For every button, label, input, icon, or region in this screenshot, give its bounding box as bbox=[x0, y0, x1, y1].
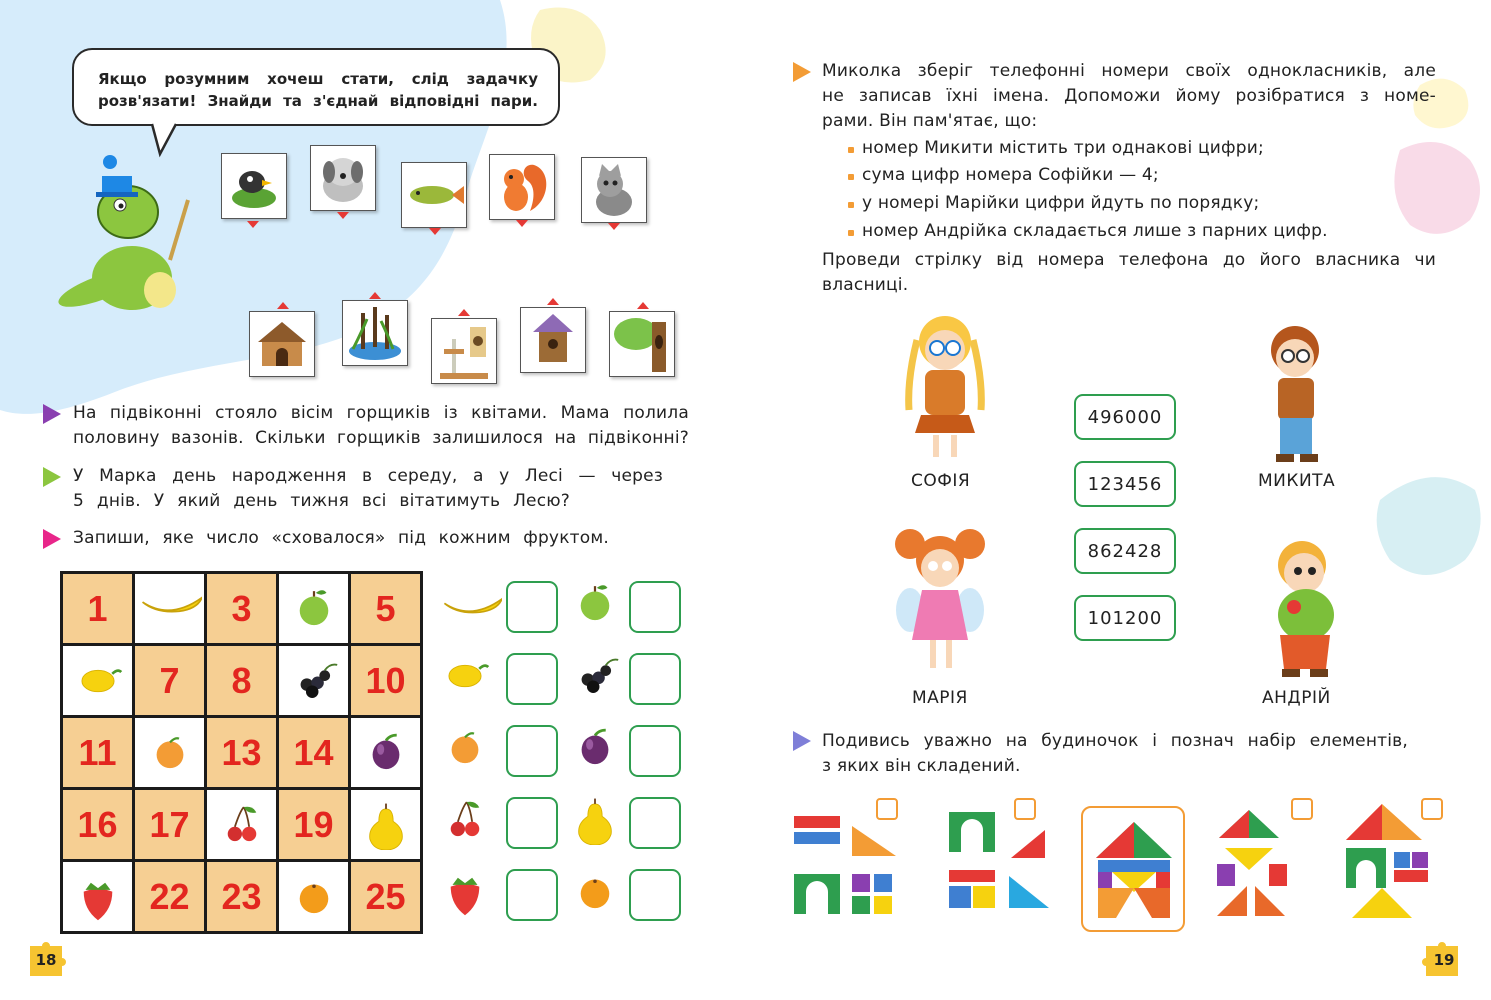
answer-fruit-cherry bbox=[440, 795, 490, 849]
grid-number-cell: 16 bbox=[63, 790, 132, 859]
apricot-icon bbox=[440, 723, 490, 773]
answer-fruit-lemon bbox=[440, 651, 490, 705]
task5-arrow-icon bbox=[793, 731, 811, 751]
girl-maria-icon[interactable] bbox=[890, 522, 990, 682]
bullet-2 bbox=[848, 174, 854, 180]
grid-fruit-cell-pear bbox=[351, 790, 420, 859]
apricot-icon bbox=[145, 728, 195, 778]
answer-fruit-plum bbox=[570, 723, 620, 777]
task2-text bbox=[73, 464, 663, 514]
home-tree-dot[interactable] bbox=[637, 302, 649, 309]
animal-dog-dot[interactable] bbox=[337, 212, 349, 219]
answer-fruit-blackcurrant bbox=[570, 651, 620, 705]
speech-line-1: Якщо розумним хочеш стати, слід задачку bbox=[98, 70, 538, 88]
name-sofia: СОФІЯ bbox=[911, 471, 971, 491]
task4-outro-2: власниці. bbox=[822, 275, 909, 295]
task4-outro-1: Проведи стрілку від номера телефона до його власника чи bbox=[822, 250, 1436, 270]
animal-fish-picture[interactable] bbox=[401, 162, 467, 228]
house-reference-icon bbox=[1092, 818, 1176, 922]
page-number-right: 19 bbox=[1433, 951, 1455, 969]
shape-set-4-checkbox[interactable] bbox=[1421, 798, 1443, 820]
grid-fruit-cell-plum bbox=[351, 718, 420, 787]
phone-number-3[interactable]: 862428 bbox=[1074, 528, 1176, 574]
answer-box-banana[interactable] bbox=[506, 581, 558, 633]
home-birdhouse-dot[interactable] bbox=[547, 298, 559, 305]
answer-fruit-strawberry bbox=[440, 867, 490, 921]
apple-icon bbox=[289, 584, 339, 634]
grid-number-cell: 13 bbox=[207, 718, 276, 787]
task4-text bbox=[822, 59, 1436, 134]
bullet-4 bbox=[848, 230, 854, 236]
grid-fruit-cell-lemon bbox=[63, 646, 132, 715]
answer-box-pear[interactable] bbox=[629, 797, 681, 849]
task4-intro-2: не записав їхні імена. Допоможи йому розібратися з номе- bbox=[822, 86, 1436, 106]
grid-number-cell: 14 bbox=[279, 718, 348, 787]
phone-number-4[interactable]: 101200 bbox=[1074, 595, 1176, 641]
animal-squirrel-picture[interactable] bbox=[489, 154, 555, 220]
fish-icon bbox=[402, 163, 466, 227]
strawberry-icon bbox=[440, 867, 490, 917]
cherry-icon bbox=[217, 800, 267, 850]
answer-box-orange[interactable] bbox=[629, 869, 681, 921]
name-maria: МАРІЯ bbox=[912, 688, 968, 708]
task3-line-1: Запиши, яке число «сховалося» під кожним фруктом. bbox=[73, 528, 609, 548]
phone-number-2[interactable]: 123456 bbox=[1074, 461, 1176, 507]
number-fruit-grid bbox=[60, 571, 423, 934]
home-cattower-dot[interactable] bbox=[458, 309, 470, 316]
boy-mykyta-icon[interactable] bbox=[1250, 320, 1350, 465]
speech-bubble bbox=[72, 48, 560, 126]
home-birdhouse-picture[interactable] bbox=[520, 307, 586, 373]
task5-line-2: з яких він складений. bbox=[822, 756, 1021, 776]
grid-number-cell: 10 bbox=[351, 646, 420, 715]
task1-line-2: половину вазонів. Скільки горщиків залишилося на підвіконні? bbox=[73, 428, 689, 448]
animal-fish-dot[interactable] bbox=[429, 228, 441, 235]
answer-box-lemon[interactable] bbox=[506, 653, 558, 705]
task3-arrow-icon bbox=[43, 529, 61, 549]
apple-icon bbox=[570, 579, 620, 629]
shape-set-3[interactable] bbox=[1215, 808, 1305, 923]
task2-line-2: 5 днів. У який день тижня всі вітатимуть Лесю? bbox=[73, 491, 570, 511]
task4-arrow-icon bbox=[793, 62, 811, 82]
task4-bullet-3: у номері Марійки цифри йдуть по порядку; bbox=[862, 193, 1260, 213]
animal-bird-picture[interactable] bbox=[221, 153, 287, 219]
answer-box-strawberry[interactable] bbox=[506, 869, 558, 921]
orange-icon bbox=[289, 872, 339, 922]
animal-dog-picture[interactable] bbox=[310, 145, 376, 211]
answer-box-apricot[interactable] bbox=[506, 725, 558, 777]
grid-fruit-cell-apple bbox=[279, 574, 348, 643]
shape-set-2[interactable] bbox=[945, 808, 1055, 918]
banana-icon bbox=[440, 579, 502, 641]
doghouse-icon bbox=[250, 312, 314, 376]
task1-arrow-icon bbox=[43, 404, 61, 424]
grid-number-cell: 19 bbox=[279, 790, 348, 859]
name-andriy: АНДРІЙ bbox=[1262, 688, 1331, 708]
shape-set-1[interactable] bbox=[790, 808, 910, 918]
tree-hollow-icon bbox=[610, 312, 674, 376]
shape-set-2-checkbox[interactable] bbox=[1014, 798, 1036, 820]
grid-number-cell: 25 bbox=[351, 862, 420, 931]
animal-cat-dot[interactable] bbox=[608, 223, 620, 230]
answer-fruit-banana bbox=[440, 579, 502, 645]
home-cattower-picture[interactable] bbox=[431, 318, 497, 384]
grid-number-cell: 3 bbox=[207, 574, 276, 643]
answer-box-cherry[interactable] bbox=[506, 797, 558, 849]
grid-number-cell: 1 bbox=[63, 574, 132, 643]
pear-icon bbox=[361, 800, 411, 850]
home-reeds-picture[interactable] bbox=[342, 300, 408, 366]
task5-line-1: Подивись уважно на будиночок і познач набір елементів, bbox=[822, 731, 1408, 751]
cat-icon bbox=[582, 158, 646, 222]
bullet-3 bbox=[848, 202, 854, 208]
grid-fruit-cell-blackcurrant bbox=[279, 646, 348, 715]
blackcurrant-icon bbox=[289, 656, 339, 706]
grid-number-cell: 22 bbox=[135, 862, 204, 931]
home-tree-picture[interactable] bbox=[609, 311, 675, 377]
grid-number-cell: 23 bbox=[207, 862, 276, 931]
answer-fruit-orange bbox=[570, 867, 620, 921]
squirrel-icon bbox=[490, 155, 554, 219]
shape-set-3-checkbox[interactable] bbox=[1291, 798, 1313, 820]
name-mykyta: МИКИТА bbox=[1258, 471, 1336, 491]
home-reeds-dot[interactable] bbox=[369, 292, 381, 299]
task4-outro bbox=[822, 248, 1436, 298]
reeds-pond-icon bbox=[343, 301, 407, 365]
task4-bullet-2: сума цифр номера Софійки — 4; bbox=[862, 165, 1159, 185]
grid-number-cell: 7 bbox=[135, 646, 204, 715]
page-number-left: 18 bbox=[35, 951, 57, 969]
grid-fruit-cell-banana bbox=[135, 574, 204, 643]
animal-squirrel-dot[interactable] bbox=[516, 220, 528, 227]
task5-text bbox=[822, 729, 1408, 779]
grid-fruit-cell-apricot bbox=[135, 718, 204, 787]
task4-bullet-1: номер Микити містить три однакові цифри; bbox=[862, 138, 1264, 158]
home-doghouse-dot[interactable] bbox=[277, 302, 289, 309]
phone-number-1[interactable]: 496000 bbox=[1074, 394, 1176, 440]
task4-intro-3: рами. Він пам'ятає, що: bbox=[822, 111, 1038, 131]
grid-number-cell: 11 bbox=[63, 718, 132, 787]
speech-line-2: розв'язати! Знайди та з'єднай відповідні пари. bbox=[98, 92, 538, 110]
home-doghouse-picture[interactable] bbox=[249, 311, 315, 377]
grid-fruit-cell-orange bbox=[279, 862, 348, 931]
grid-number-cell: 5 bbox=[351, 574, 420, 643]
plum-icon bbox=[570, 723, 620, 773]
plum-icon bbox=[361, 728, 411, 778]
banana-icon bbox=[138, 577, 202, 641]
task4-intro-1: Миколка зберіг телефонні номери своїх однокласників, але bbox=[822, 61, 1436, 81]
birdhouse-icon bbox=[521, 308, 585, 372]
dinosaur-mascot-icon bbox=[40, 150, 200, 320]
cat-tower-icon bbox=[432, 319, 496, 383]
pear-icon bbox=[570, 795, 620, 845]
grid-number-cell: 8 bbox=[207, 646, 276, 715]
answer-fruit-apricot bbox=[440, 723, 490, 777]
task3-text bbox=[73, 526, 609, 551]
grid-fruit-cell-cherry bbox=[207, 790, 276, 859]
dog-icon bbox=[311, 146, 375, 210]
answer-box-plum[interactable] bbox=[629, 725, 681, 777]
orange-icon bbox=[570, 867, 620, 917]
boy-andriy-icon[interactable] bbox=[1258, 535, 1358, 680]
animal-cat-picture[interactable] bbox=[581, 157, 647, 223]
answer-fruit-apple bbox=[570, 579, 620, 633]
answer-box-blackcurrant[interactable] bbox=[629, 653, 681, 705]
shape-set-1-checkbox[interactable] bbox=[876, 798, 898, 820]
bird-icon bbox=[222, 154, 286, 218]
grid-fruit-cell-strawberry bbox=[63, 862, 132, 931]
task2-arrow-icon bbox=[43, 467, 61, 487]
task2-line-1: У Марка день народження в середу, а у Лесі — через bbox=[73, 466, 663, 486]
answer-fruit-pear bbox=[570, 795, 620, 849]
lemon-icon bbox=[440, 651, 490, 701]
task1-text bbox=[73, 401, 689, 451]
girl-sofia-icon[interactable] bbox=[895, 310, 995, 465]
cherry-icon bbox=[440, 795, 490, 845]
animal-bird-dot[interactable] bbox=[247, 221, 259, 228]
strawberry-icon bbox=[73, 872, 123, 922]
bullet-1 bbox=[848, 147, 854, 153]
grid-number-cell: 17 bbox=[135, 790, 204, 859]
blackcurrant-icon bbox=[570, 651, 620, 701]
task4-bullet-4: номер Андрійка складається лише з парних цифр. bbox=[862, 221, 1328, 241]
lemon-icon bbox=[73, 656, 123, 706]
task1-line-1: На підвіконні стояло вісім горщиків із квітами. Мама полила bbox=[73, 403, 689, 423]
answer-box-apple[interactable] bbox=[629, 581, 681, 633]
